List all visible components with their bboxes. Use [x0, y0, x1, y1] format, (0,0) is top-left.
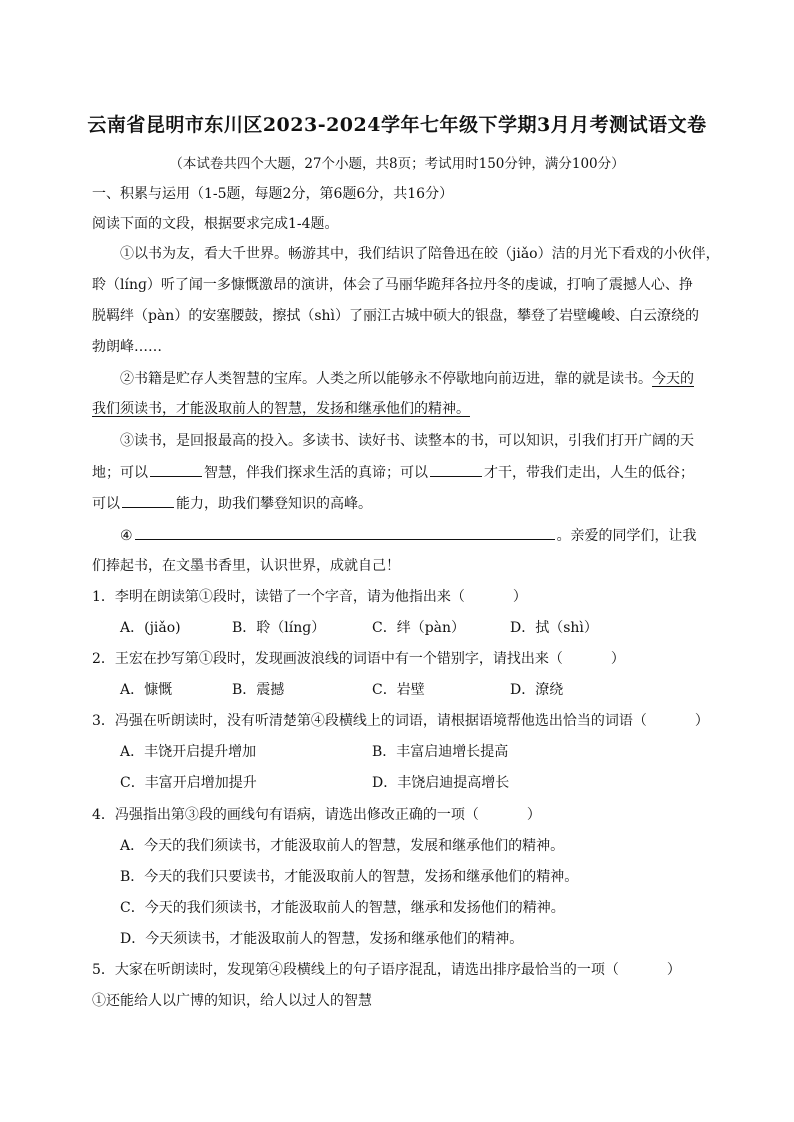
q4-option-b[interactable]: B．今天的我们只要读书，才能汲取前人的智慧，发扬和继承他们的精神。	[120, 869, 579, 885]
passage-p3-line1: ③读书，是回报最高的投入。多读书、读好书、读整本的书，可以知识，引我们打开广阔的天	[120, 433, 694, 449]
question-3	[92, 711, 709, 731]
passage-p1-line3: 脱羁绊（pàn）的安塞腰鼓，擦拭（shì）了丽江古城中硕大的银盘，攀登了岩壁巉峻、白云潦绕的	[92, 308, 700, 324]
q4-option-d[interactable]: D．今天须读书，才能汲取前人的智慧，发扬和继承他们的精神。	[120, 931, 524, 947]
q1-option-c[interactable]: C．绊（pàn）	[372, 620, 466, 636]
question-5-close: ）	[666, 962, 681, 978]
underlined-sentence: 我们须读书，才能汲取前人的智慧，发扬和继承他们的精神。	[92, 401, 470, 417]
page-title: 云南省昆明市东川区2023-2024学年七年级下学期3月月考测试语文卷	[87, 114, 707, 136]
question-4	[92, 805, 702, 825]
question-2-stem: 2．王宏在抄写第①段时，发现画波浪线的词语中有一个错别字，请找出来（	[92, 651, 563, 667]
question-5	[92, 960, 702, 980]
fill-blank-1[interactable]	[150, 462, 202, 477]
question-1	[92, 587, 702, 607]
q3-option-d[interactable]: D．丰饶启迪提高增长	[372, 775, 510, 791]
passage-p1-line2: 聆（línɡ）听了闻一多慷慨激昂的演讲，体会了马丽华跪拜各拉丹冬的虔诚，打响了震撼人心、挣	[92, 277, 693, 293]
passage-p4-line1	[120, 525, 702, 546]
question-1-close: ）	[512, 589, 527, 605]
q3-option-b[interactable]: B．丰富启迪增长提高	[372, 744, 509, 760]
section-heading: 一、积累与运用（1-5题，每题2分，第6题6分，共16分）	[92, 186, 454, 202]
fill-blank-sentence[interactable]	[135, 525, 555, 540]
question-3-close: ）	[694, 713, 709, 729]
q4-option-c[interactable]: C．今天的我们须读书，才能汲取前人的智慧，继承和发扬他们的精神。	[120, 900, 565, 916]
question-4-stem: 4．冯强指出第③段的画线句有语病，请选出修改正确的一项（	[92, 807, 479, 823]
q3-option-c[interactable]: C．丰富开启增加提升	[120, 775, 257, 791]
passage-p3-text-b: 智慧，伴我们探求生活的真谛；可以	[204, 465, 428, 481]
q2-option-a[interactable]: A．慷慨	[120, 682, 173, 698]
passage-p3-text-d: 可以	[92, 496, 120, 512]
question-3-stem: 3．冯强在听朗读时，没有听清楚第④段横线上的词语，请根据语境帮他选出恰当的词语（	[92, 713, 647, 729]
passage-p2-line1	[120, 369, 702, 389]
section-intro: 阅读下面的文段，根据要求完成1-4题。	[92, 216, 339, 232]
passage-p1-line1: ①以书为友，看大千世界。畅游其中，我们结识了陪鲁迅在皎（jiǎo）洁的月光下看戏的小伙伴，	[120, 246, 720, 262]
passage-p4-marker: ④	[120, 528, 133, 544]
q4-option-a[interactable]: A．今天的我们须读书，才能汲取前人的智慧，发展和继承他们的精神。	[120, 838, 565, 854]
passage-p3-text-a: 地；可以	[92, 465, 148, 481]
q3-option-a[interactable]: A．丰饶开启提升增加	[120, 744, 257, 760]
passage-p4-line2: 们捧起书，在文墨书香里，认识世界，成就自己！	[92, 558, 400, 574]
q1-option-a[interactable]: A．(jiǎo)	[120, 620, 181, 636]
q2-option-b[interactable]: B．震撼	[232, 682, 285, 698]
q2-option-c[interactable]: C．岩壁	[372, 682, 425, 698]
q1-option-d[interactable]: D．拭（shì）	[510, 620, 598, 636]
question-5-stem: 5．大家在听朗读时，发现第④段横线上的句子语序混乱，请选出排序最恰当的一项（	[92, 962, 619, 978]
passage-p2-line2	[92, 399, 702, 419]
q1-option-b[interactable]: B．聆（línɡ）	[232, 620, 326, 636]
passage-p1-line4: 勃朗峰……	[92, 339, 162, 355]
passage-p4-text: 。亲爱的同学们，让我	[556, 528, 697, 544]
question-4-close: ）	[526, 807, 541, 823]
passage-p3-text-c: 才干，带我们走出，人生的低谷；	[484, 465, 694, 481]
question-1-stem: 1．李明在朗读第①段时，读错了一个字音，请为他指出来（	[92, 589, 465, 605]
question-2	[92, 649, 702, 669]
fill-blank-2[interactable]	[430, 462, 482, 477]
passage-p3-line2	[92, 462, 702, 483]
exam-instructions: （本试卷共四个大题，27个小题，共8页；考试用时150分钟，满分100分）	[169, 156, 625, 172]
passage-p3-line3	[92, 493, 702, 514]
q5-sentence-1: ①还能给人以广博的知识，给人以过人的智慧	[92, 993, 372, 1009]
underlined-sentence-start: 今天的	[652, 371, 694, 387]
fill-blank-3[interactable]	[122, 493, 174, 508]
question-2-close: ）	[610, 651, 625, 667]
q2-option-d[interactable]: D．潦绕	[510, 682, 564, 698]
passage-p2-text: ②书籍是贮存人类智慧的宝库。人类之所以能够永不停歇地向前迈进，靠的就是读书。	[120, 371, 652, 387]
passage-p3-text-e: 能力，助我们攀登知识的高峰。	[176, 496, 372, 512]
